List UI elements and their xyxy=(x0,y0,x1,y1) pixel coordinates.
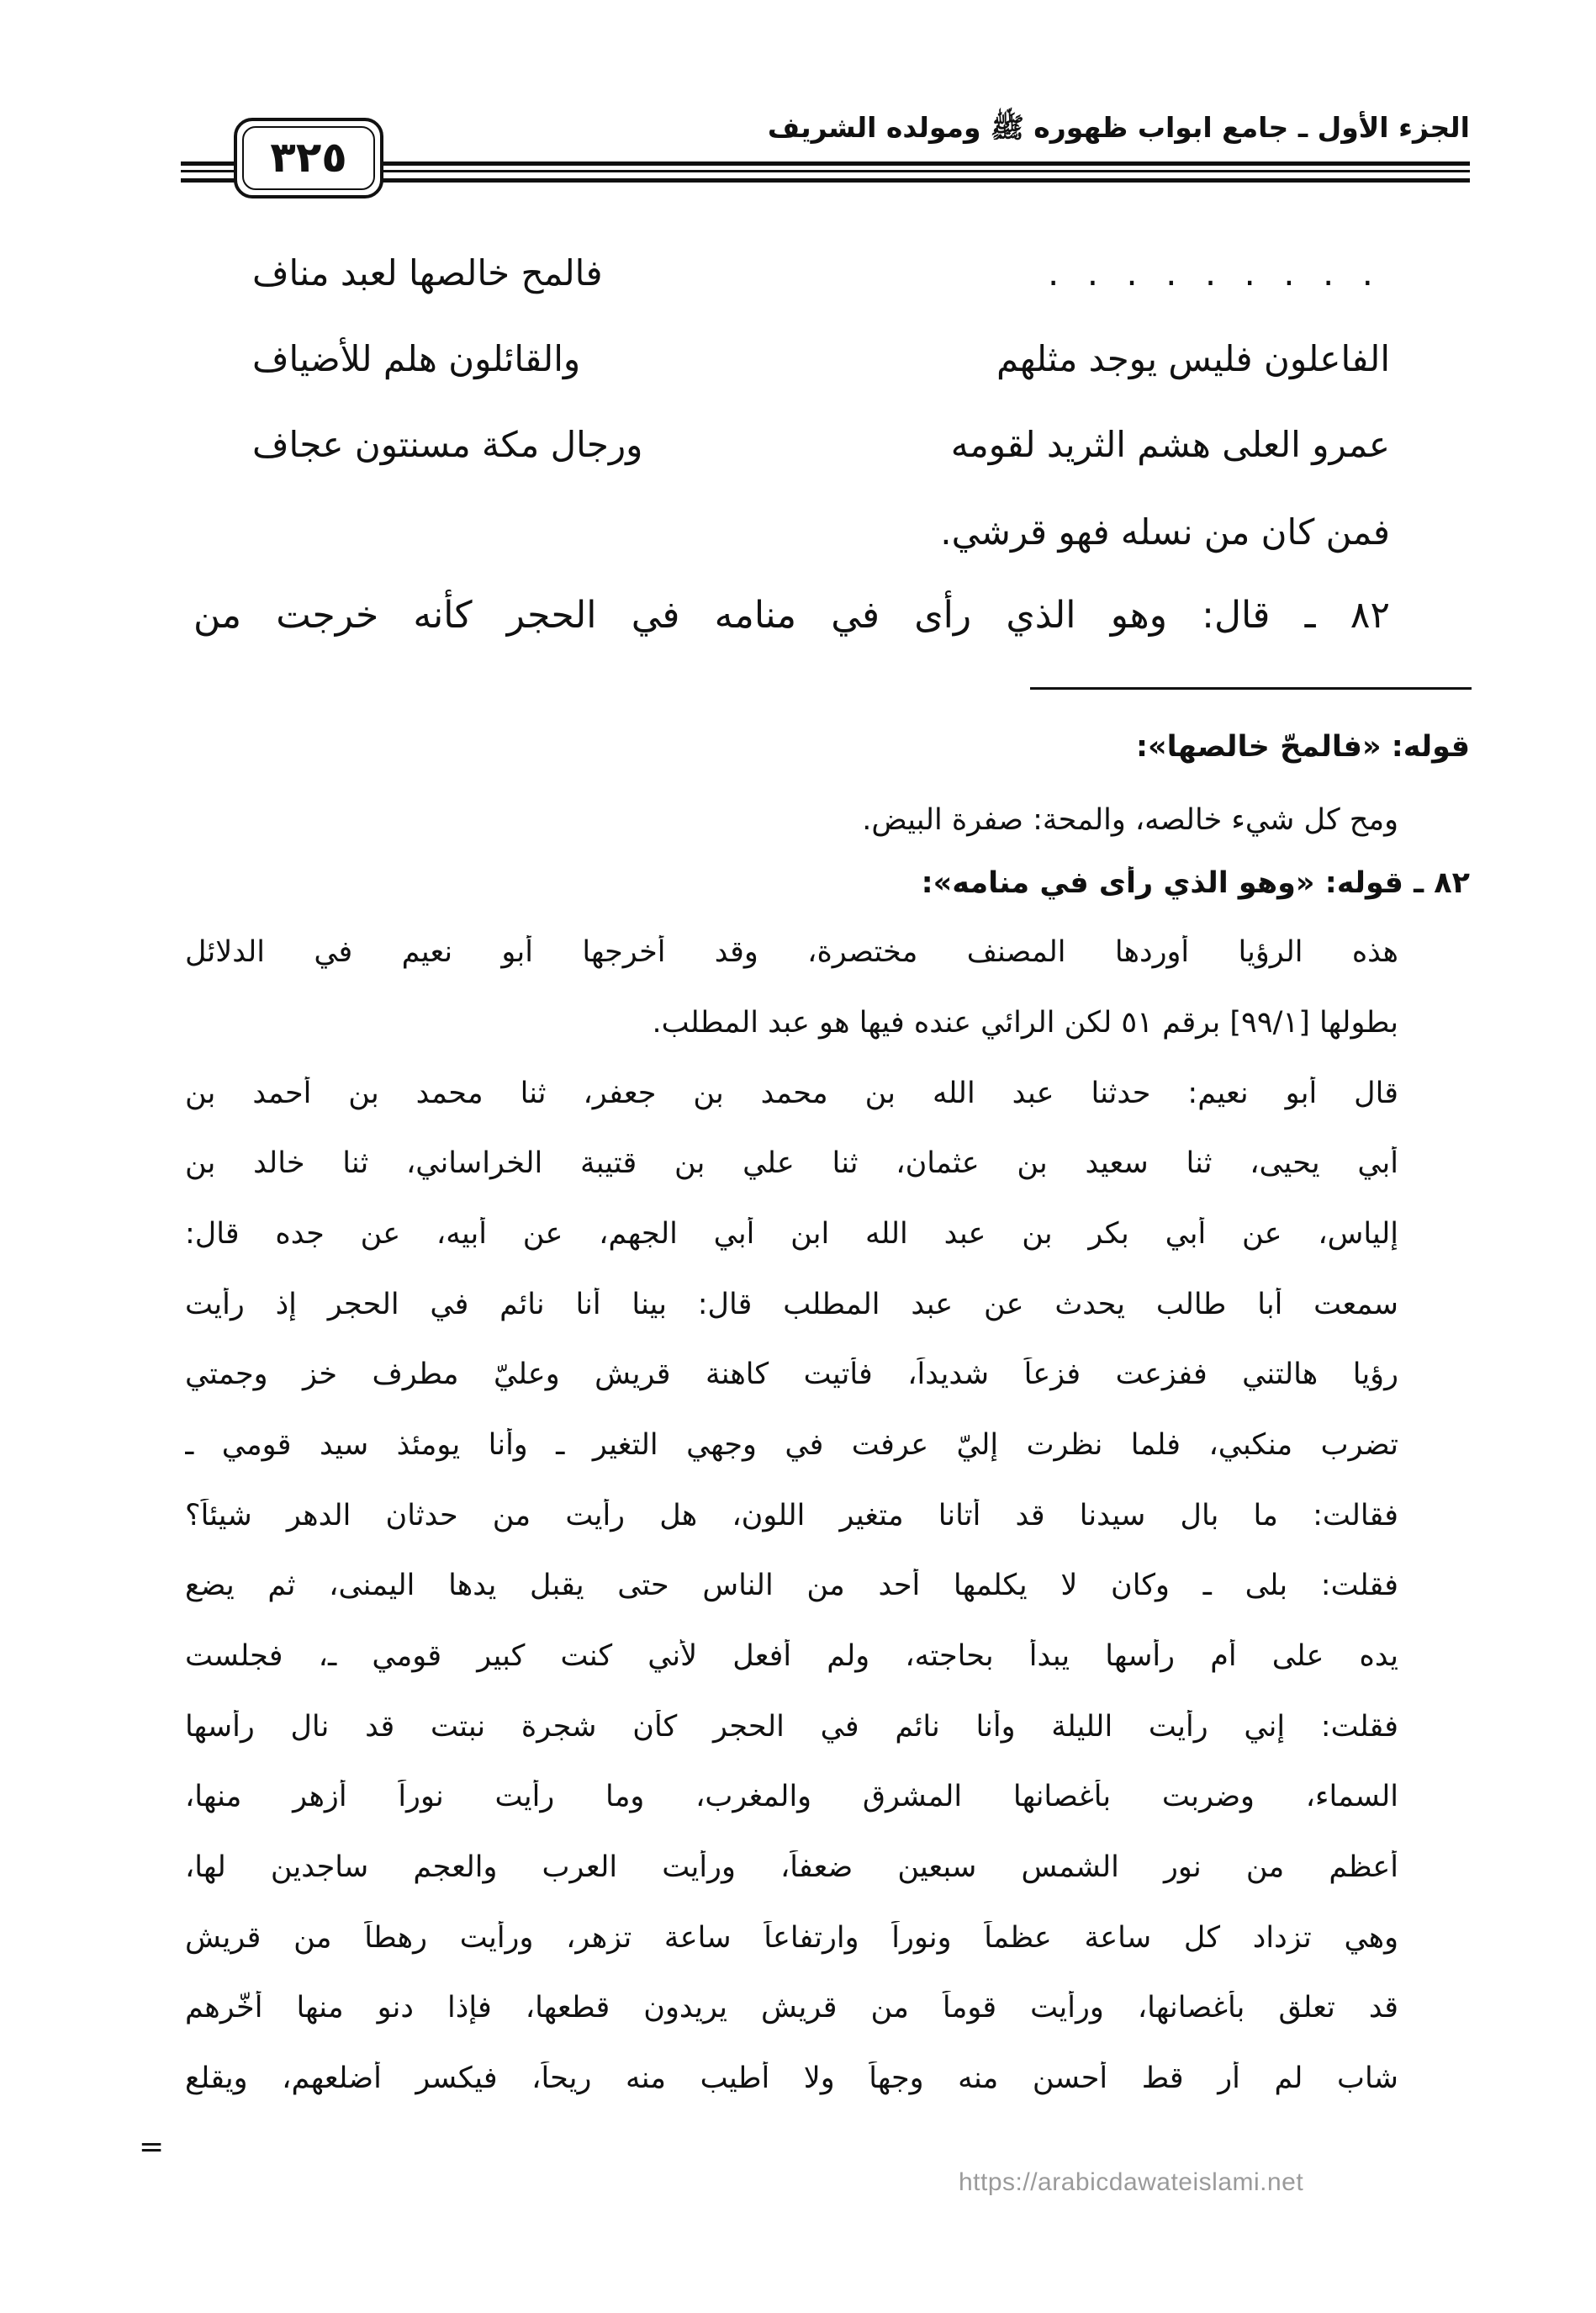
page-number-frame xyxy=(234,118,383,198)
main-text-line: فمن كان من نسله فهو قرشي. xyxy=(940,511,1390,553)
footnote-line: قد تعلق بأغصانها، ورأيت قوماً من قريش يريدون قطعها، فإذا دنو منها أخّرهم xyxy=(185,1991,1398,2025)
main-text-line: ٨٢ ـ قال: وهو الذي رأى في منامه في الحجر كأنه خرجت من xyxy=(193,594,1390,637)
footnote-line: ومح كل شيء خالصه، والمحة: صفرة البيض. xyxy=(862,803,1398,837)
footnote-line: إلياس، عن أبي بكر بن عبد الله ابن أبي الجهم، عن أبيه، عن جده قال: xyxy=(185,1217,1398,1251)
running-header-title: الجزء الأول ـ جامع ابواب ظهوره ﷺ ومولده الشريف xyxy=(767,111,1470,144)
footnote-line: فقالت: ما بال سيدنا قد أتانا متغير اللون، هل رأيت من حدثان الدهر شيئاً؟ xyxy=(185,1499,1398,1532)
poem-verse xyxy=(252,252,1390,320)
poem-hemistich-right: الفاعلون فليس يوجد مثلهم xyxy=(996,338,1390,379)
footnote-line: قال أبو نعيم: حدثنا عبد الله بن محمد بن جعفر، ثنا محمد بن أحمد بن xyxy=(185,1077,1398,1110)
poem-hemistich-left: والقائلون هلم للأضياف xyxy=(252,338,581,379)
poem-hemistich-right: . . . . . . . . . xyxy=(1048,252,1382,294)
footnote-line: تضرب منكبي، فلما نظرت إليّ عرفت في وجهي التغير ـ وأنا يومئذ سيد قومي ـ xyxy=(185,1428,1398,1462)
footnote-line: وهي تزداد كل ساعة عظماً ونوراً وارتفاعاً ساعة تزهر، ورأيت رهطاً من قريش xyxy=(185,1921,1398,1955)
page-number: ٣٢٥ xyxy=(270,133,347,182)
footnote-separator xyxy=(1030,687,1472,690)
footnote-line: هذه الرؤيا أوردها المصنف مختصرة، وقد أخرجها أبو نعيم في الدلائل xyxy=(185,935,1398,969)
footnote-line: أبي يحيى، ثنا سعيد بن عثمان، ثنا علي بن قتيبة الخراساني، ثنا خالد بن xyxy=(185,1146,1398,1180)
poem-verse xyxy=(252,338,1390,405)
poem-hemistich-left: ورجال مكة مسنتون عجاف xyxy=(252,424,643,465)
footnote-line: رؤيا هالتني ففزعت فزعاً شديداً، فأتيت كاهنة قريش وعليّ مطرف خز وجمتي xyxy=(185,1358,1398,1391)
continuation-mark: = xyxy=(139,2130,165,2164)
footnote-line: السماء، وضربت بأغصانها المشرق والمغرب، وما رأيت نوراً أزهر منها، xyxy=(185,1780,1398,1813)
footnote-line: فقلت: بلى ـ وكان لا يكلمها أحد من الناس حتى يقبل يدها اليمنى، ثم يضع xyxy=(185,1569,1398,1602)
poem-hemistich-right: عمرو العلى هشم الثريد لقومه xyxy=(950,424,1390,465)
footnote-line: سمعت أبا طالب يحدث عن عبد المطلب قال: بينا أنا نائم في الحجر إذ رأيت xyxy=(185,1288,1398,1321)
footnote-line: فقلت: إني رأيت الليلة وأنا نائم في الحجر كأن شجرة نبتت قد نال رأسها xyxy=(185,1710,1398,1744)
footnote-heading: قوله: «فالمحّ خالصها»: xyxy=(1136,730,1470,764)
poem-verse xyxy=(252,424,1390,491)
footnote-line: بطولها [٩٩/١] برقم ٥١ لكن الرائي عنده فيها هو عبد المطلب. xyxy=(652,1006,1398,1040)
footnote-line: أعظم من نور الشمس سبعين ضعفاً، ورأيت العرب والعجم ساجدين لها، xyxy=(185,1850,1398,1884)
footnote-line: يده على أم رأسها يبدأ بحاجته، ولم أفعل لأني كنت كبير قومي ـ، فجلست xyxy=(185,1639,1398,1673)
footnote-line: شاب لم أر قط أحسن منه وجهاً ولا أطيب منه ريحاً، فيكسر أضلعهم، ويقلع xyxy=(185,2062,1398,2095)
footnote-heading: ٨٢ ـ قوله: «وهو الذي رأى في منامه»: xyxy=(921,866,1470,900)
poem-hemistich-left: فالمح خالصها لعبد مناف xyxy=(252,252,603,294)
watermark-url: https://arabicdawateislami.net xyxy=(959,2168,1304,2196)
